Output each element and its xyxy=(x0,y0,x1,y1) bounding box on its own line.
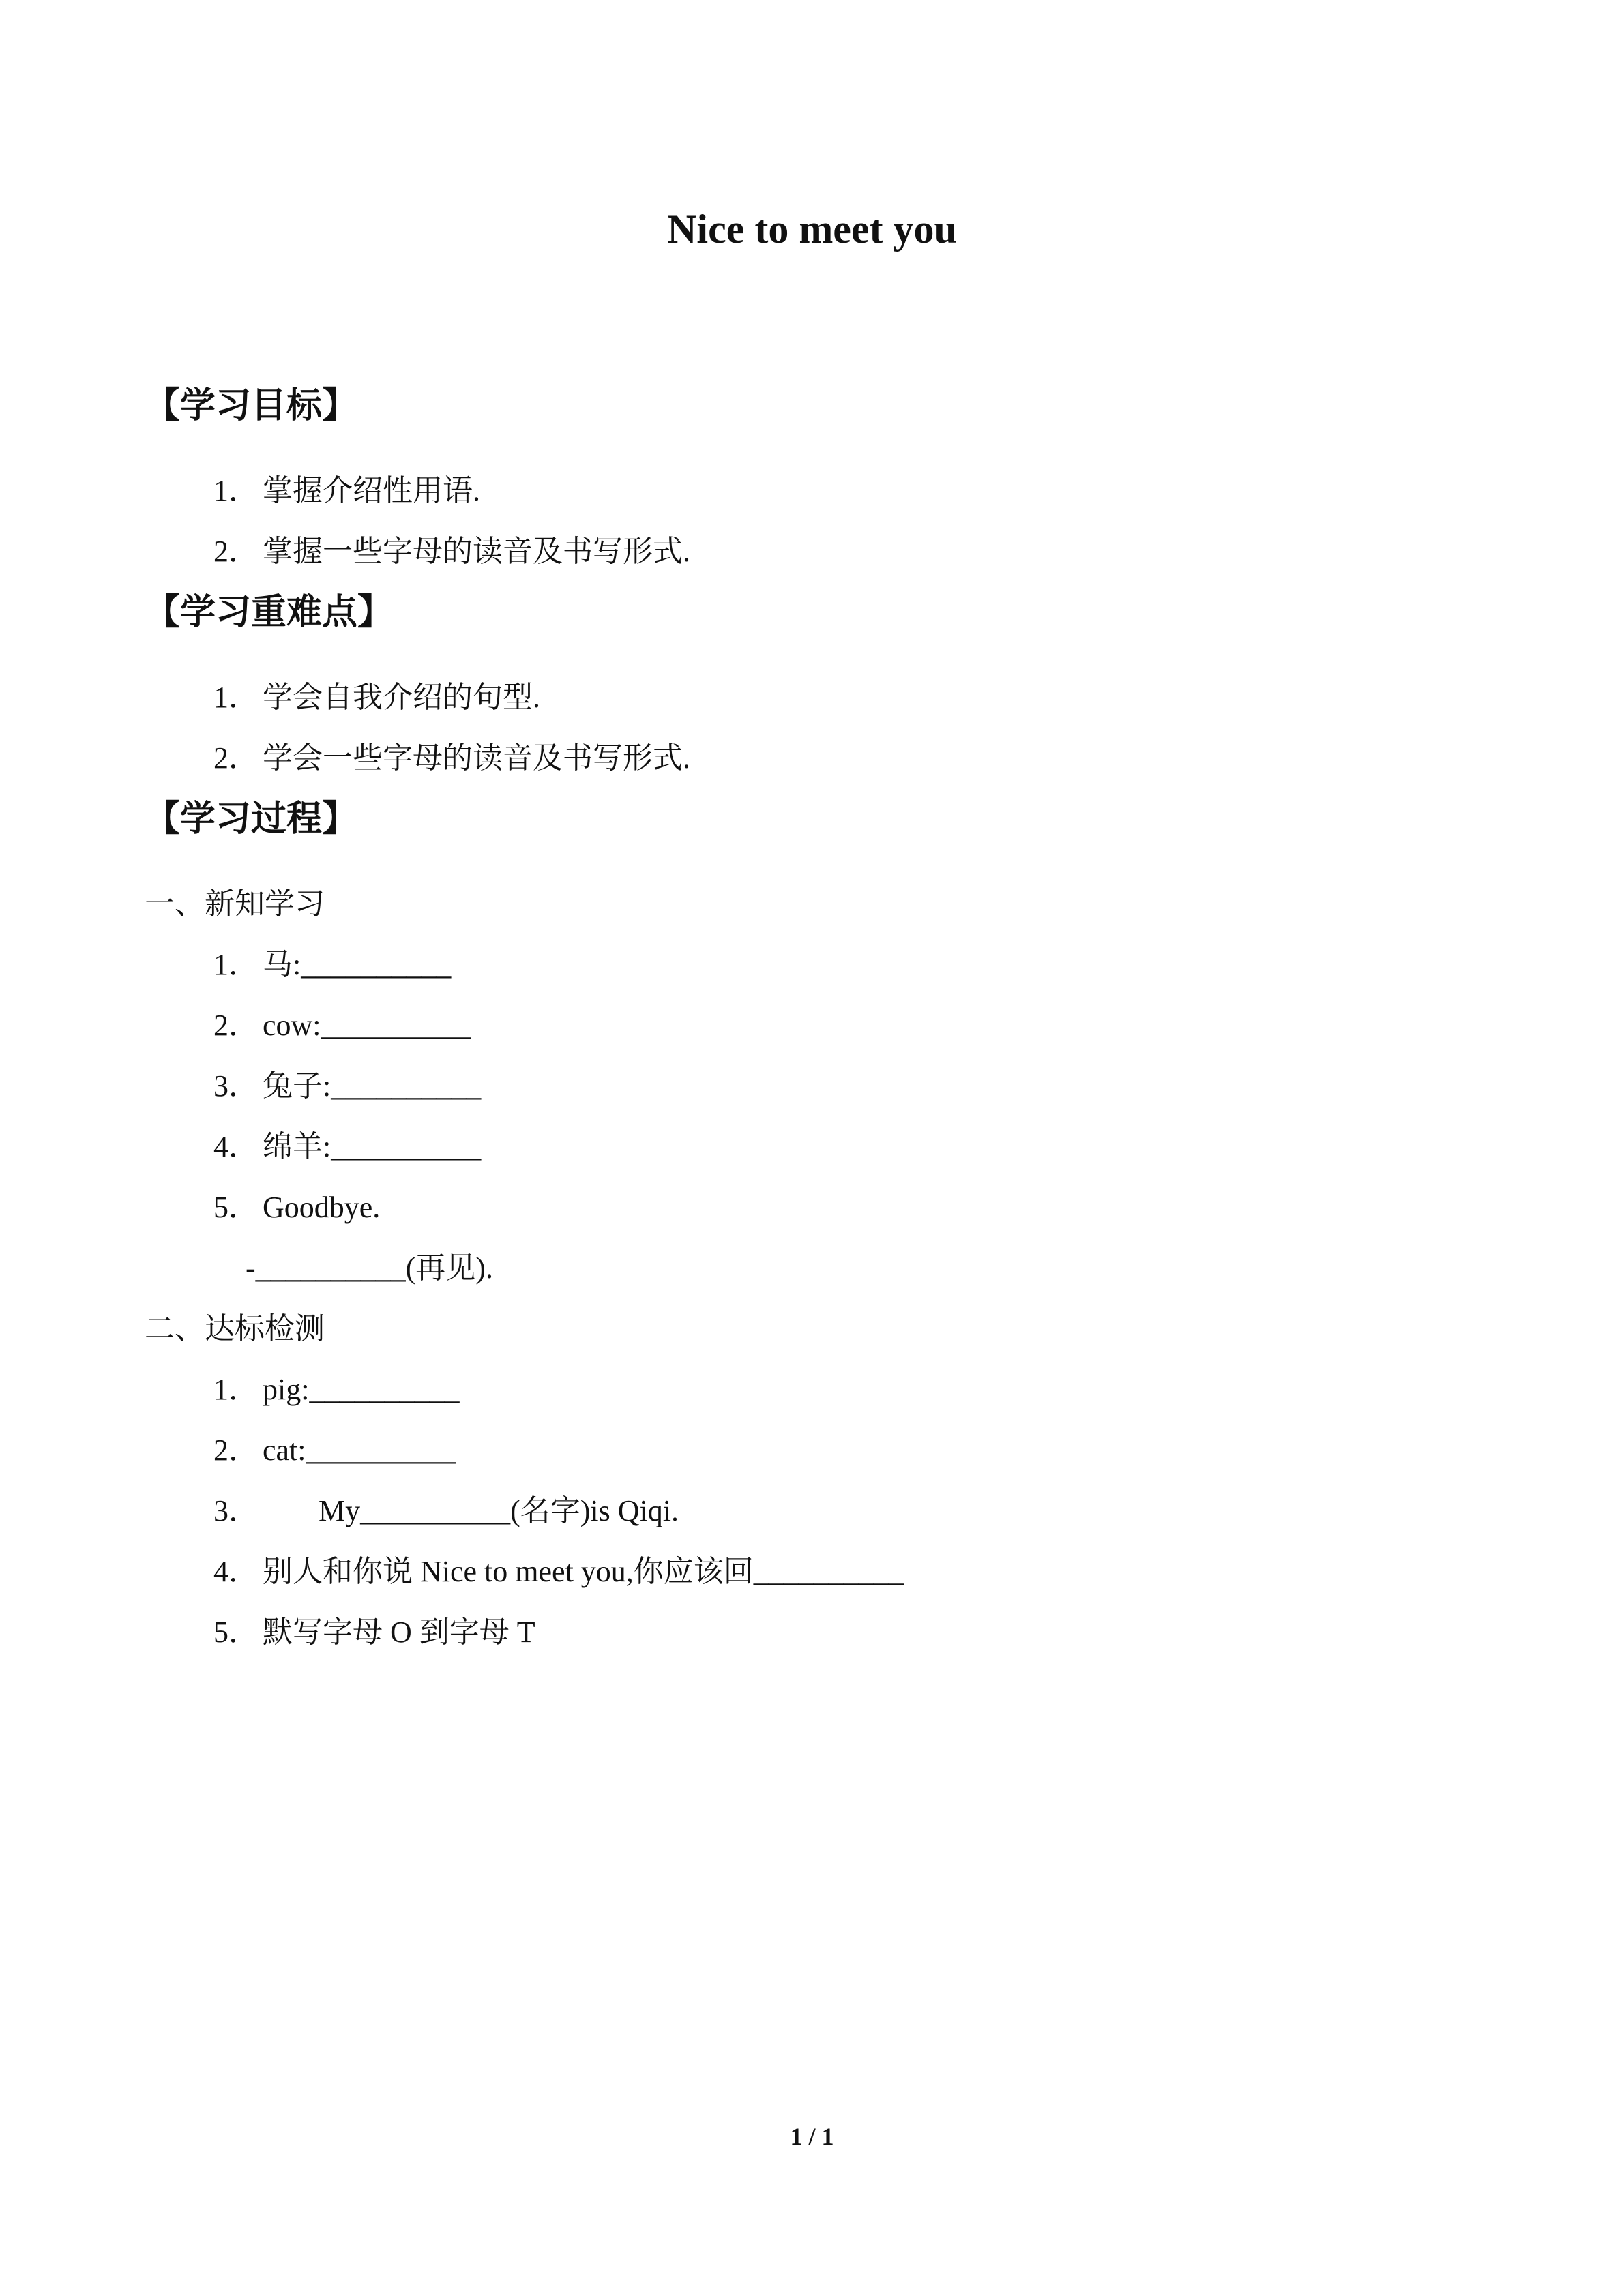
item-number: 2． xyxy=(213,1433,259,1467)
list-item-continuation: -__________(再见). xyxy=(246,1251,493,1285)
item-text: Goodbye. xyxy=(263,1191,381,1224)
subsection-heading-new-learning: 一、新知学习 xyxy=(145,887,325,921)
list-item xyxy=(213,1493,679,1530)
item-text: cow:__________ xyxy=(263,1009,471,1042)
section-heading-objectives: 【学习目标】 xyxy=(145,385,358,426)
item-number: 1． xyxy=(213,1373,259,1406)
list-item xyxy=(213,1129,481,1165)
item-text: 别人和你说 Nice to meet you,你应该回__________ xyxy=(263,1555,904,1588)
item-text: 学会自我介绍的句型. xyxy=(263,681,540,714)
list-item xyxy=(213,680,540,716)
list-item xyxy=(213,1190,380,1226)
list-item xyxy=(213,1372,459,1408)
item-number: 3． xyxy=(213,1069,259,1103)
list-item xyxy=(213,1554,904,1590)
list-item xyxy=(213,741,690,777)
item-number: 1． xyxy=(213,474,259,507)
item-text: pig:__________ xyxy=(263,1373,460,1406)
item-text: cat:__________ xyxy=(263,1433,456,1467)
item-text: 掌握介绍性用语. xyxy=(263,474,480,507)
item-number: 3． xyxy=(213,1494,259,1527)
item-number: 1． xyxy=(213,948,259,981)
item-number: 5． xyxy=(213,1191,259,1224)
page-number: 1 / 1 xyxy=(790,2123,834,2150)
item-number: 2． xyxy=(213,535,259,568)
list-item xyxy=(213,1615,535,1651)
list-item xyxy=(213,473,480,509)
item-number: 2． xyxy=(213,741,259,775)
list-item xyxy=(213,1008,471,1044)
list-item xyxy=(213,534,690,570)
section-heading-key-points: 【学习重难点】 xyxy=(145,592,394,633)
item-number: 4． xyxy=(213,1130,259,1163)
item-text: My__________(名字)is Qiqi. xyxy=(319,1494,679,1527)
item-text: 默写字母 O 到字母 T xyxy=(263,1615,535,1649)
subsection-heading-assessment: 二、达标检测 xyxy=(145,1312,325,1345)
item-number: 5． xyxy=(213,1615,259,1649)
page-title: Nice to meet you xyxy=(667,207,957,252)
list-item xyxy=(213,1069,481,1105)
list-item xyxy=(213,1433,456,1469)
item-number: 2． xyxy=(213,1009,259,1042)
item-text: 马:__________ xyxy=(263,948,452,981)
item-text: 兔子:__________ xyxy=(263,1069,482,1103)
section-heading-process: 【学习过程】 xyxy=(145,799,358,839)
item-number: 4． xyxy=(213,1555,259,1588)
item-text: 掌握一些字母的读音及书写形式. xyxy=(263,535,690,568)
item-number: 1． xyxy=(213,681,259,714)
item-text: 学会一些字母的读音及书写形式. xyxy=(263,741,690,775)
item-text: 绵羊:__________ xyxy=(263,1130,482,1163)
list-item xyxy=(213,947,451,983)
